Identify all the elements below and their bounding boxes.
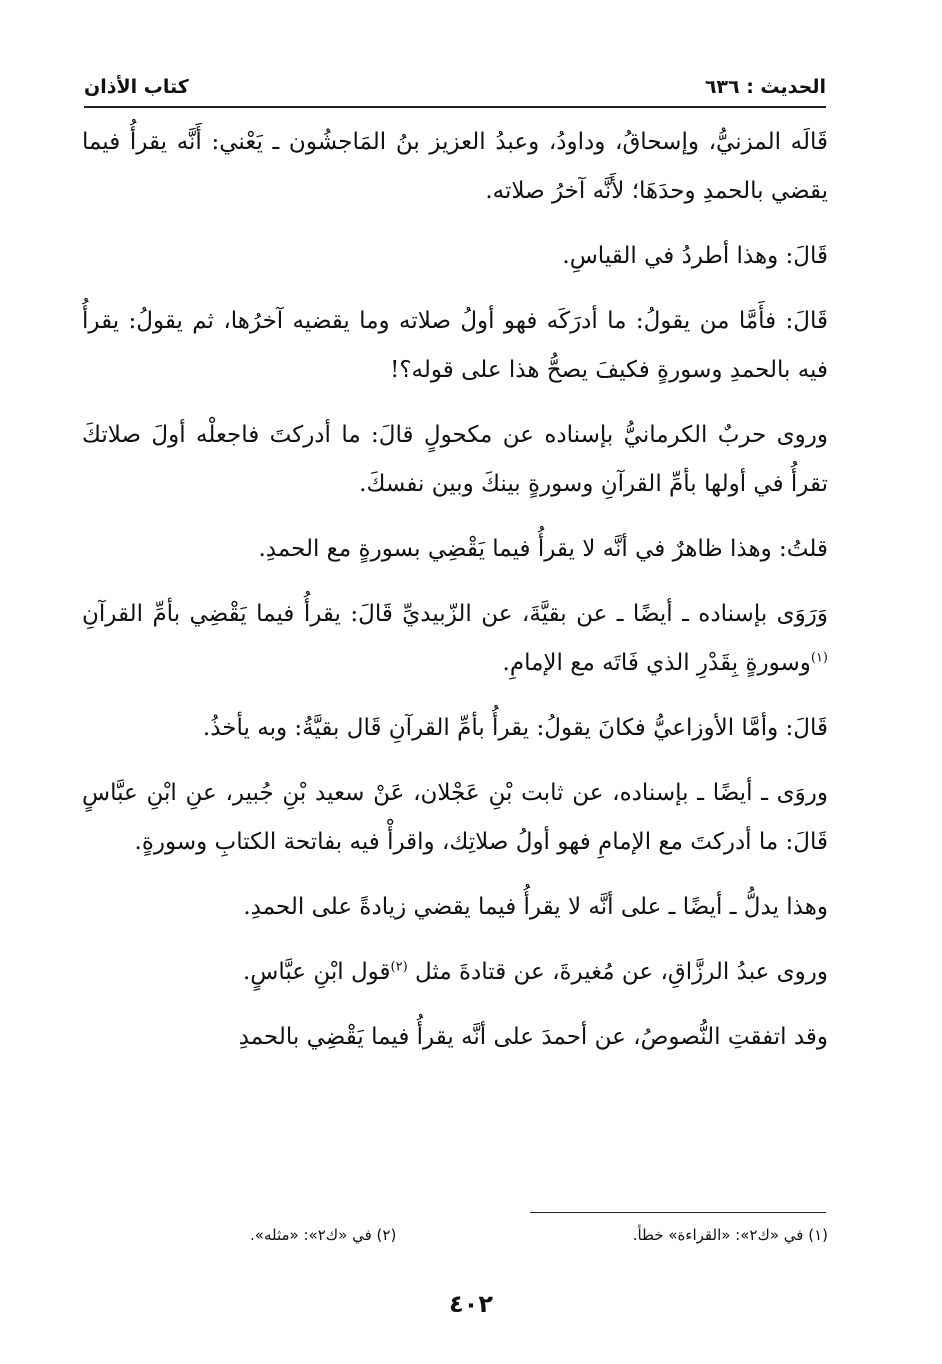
paragraph-2: قَالَ: وهذا أطردُ في القياسِ. xyxy=(562,243,828,269)
paragraph-8: وروَى ـ أيضًا ـ بإسناده، عن ثابت بْنِ عَجْلان، عَنْ سعيد بْنِ جُبير، عنِ ابْنِ عبَّاسٍ قَالَ: ما أدركتَ مع الإمامِ فهو أولُ صلاتِك، واقرأْ فيه بفاتحة الكتابِ وسورةٍ. xyxy=(82,780,828,855)
footnotes xyxy=(250,1222,828,1248)
footnote-ref-1: (١) xyxy=(810,650,828,666)
paragraph-6-text-after: وسورةٍ بِقَدْرِ الذي فَاتَه مع الإمامِ. xyxy=(502,650,811,676)
paragraph-1: قَالَه المزنيُّ، وإسحاقُ، وداودُ، وعبدُ العزيز بنُ المَاجشُون ـ يَعْني: أَنَّه يقرأُ فيما يقضي بالحمدِ وحدَهَا؛ لأَنَّه آخرُ صلاته. xyxy=(82,129,828,204)
paragraph-7: قَالَ: وأمَّا الأوزاعيُّ فكانَ يقولُ: يقرأُ بأمِّ القرآنِ قَال بقيَّةُ: وبه يأخذُ. xyxy=(202,715,828,741)
hadith-label: الحديث : ٦٣٦ xyxy=(704,76,826,98)
footnote-1: (١) في «ك٢»: «القراءة» خطأ. xyxy=(632,1226,828,1244)
paragraph-10 xyxy=(82,948,828,997)
page-number: ٤٠٢ xyxy=(449,1290,493,1318)
book-title: كتاب الأذان xyxy=(84,76,189,98)
footnote-ref-2: (٢) xyxy=(390,959,408,975)
paragraph-6-text-before: وَرَوَى بإسناده ـ أيضًا ـ عن بقيَّةَ، عن الزّبيديِّ قَالَ: يقرأُ فيما يَقْضِي بأمِّ القرآنِ xyxy=(82,601,828,627)
paragraph-10-text-before: وروى عبدُ الرزَّاقِ، عن مُغيرةَ، عن قتادةَ مثل xyxy=(415,959,828,985)
footnote-2: (٢) في «ك٢»: «مثله». xyxy=(250,1226,397,1244)
paragraph-11: وقد اتفقتِ النُّصوصُ، عن أحمدَ على أنَّه يقرأُ فيما يَقْضِي بالحمدِ xyxy=(238,1024,828,1050)
paragraph-4: وروى حربٌ الكرمانيُّ بإسناده عن مكحولٍ قالَ: ما أدركتَ فاجعلْه أولَ صلاتكَ تقرأُ في أولها بأمِّ القرآنِ وسورةٍ بينكَ وبين نفسكَ. xyxy=(82,422,828,497)
paragraph-5: قلتُ: وهذا ظاهرٌ في أنَّه لا يقرأُ فيما يَقْضِي بسورةٍ مع الحمدِ. xyxy=(258,536,828,562)
header-divider xyxy=(84,106,826,108)
footnote-divider xyxy=(530,1212,826,1213)
paragraph-9: وهذا يدلُّ ـ أيضًا ـ على أنَّه لا يقرأُ فيما يقضي زيادةً على الحمدِ. xyxy=(243,894,828,920)
paragraph-6 xyxy=(82,590,828,688)
paragraph-10-text-after: قول ابْنِ عبَّاسٍ. xyxy=(242,959,391,985)
main-text xyxy=(82,118,828,1078)
page-header xyxy=(84,70,826,104)
paragraph-3: قَالَ: فأَمَّا من يقولُ: ما أدرَكَه فهو أولُ صلاته وما يقضيه آخرُها، ثم يقولُ: يقرأُ فيه بالحمدِ وسورةٍ فكيفَ يصحُّ هذا على قوله؟! xyxy=(82,308,828,383)
